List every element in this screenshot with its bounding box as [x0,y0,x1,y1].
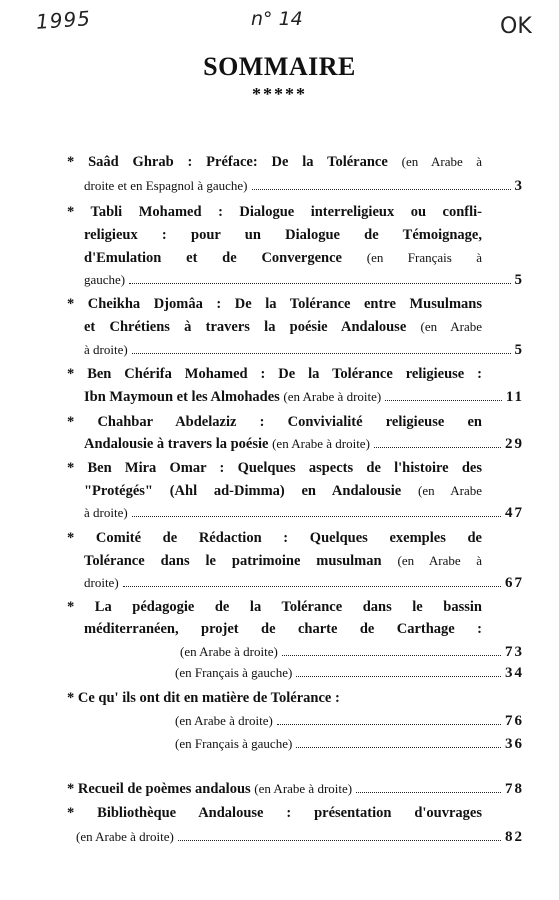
toc-entry-9-sub-2: (en Français à gauche) 36 [175,736,524,752]
page-number: 76 [505,713,524,729]
toc-entry-2-line-3: d'Emulation et de Convergence (en Français à [84,250,482,266]
toc-entry-10-line-1: * Recueil de poèmes andalous (en Arabe à droite) 78 [67,781,524,797]
toc-entry-4-line-1: * Ben Chérifa Mohamed : De la Tolérance religieuse : [67,366,482,382]
toc-entry-7-line-2: Tolérance dans le patrimoine musulman (en Arabe à [84,553,482,569]
page-number: 11 [505,389,524,405]
toc-entry-8-sub-1: (en Arabe à droite) 73 [180,644,524,660]
toc-entry-11-line-1: * Bibliothèque Andalouse : présentation d'ouvrages [67,805,482,821]
handwritten-year: 1995 [35,6,92,34]
toc-entry-1-line-1: * Saâd Ghrab : Préface: De la Tolérance (en Arabe à [67,154,482,170]
toc-entry-5-line-2: Andalousie à travers la poésie (en Arabe à droite) 29 [84,436,524,452]
toc-entry-5-line-1: * Chahbar Abdelaziz : Convivialité religieuse en [67,414,482,430]
toc-entry-3-line-3: à droite) 5 [84,342,524,358]
toc-entry-11-line-2: (en Arabe à droite) 82 [76,829,524,845]
toc-entry-2-line-1: * Tabli Mohamed : Dialogue interreligieux ou confli- [67,204,482,220]
handwritten-ok: OK [500,14,532,39]
toc-entry-2-line-2: religieux : pour un Dialogue de Témoignage, [84,227,482,243]
toc-entry-2-line-4: gauche) 5 [84,272,524,288]
toc-entry-6-line-2: "Protégés" (Ahl ad-Dimma) en Andalousie (en Arabe [84,483,483,499]
page-number: 73 [505,644,524,660]
toc-entry-3-line-2: et Chrétiens à travers la poésie Andalouse (en Arabe [84,319,483,335]
toc-entry-6-line-1: * Ben Mira Omar : Quelques aspects de l'histoire des [67,460,482,476]
toc-entry-4-line-2: Ibn Maymoun et les Almohades (en Arabe à droite) 11 [84,389,524,405]
page-number: 3 [514,178,524,194]
toc-entry-6-line-3: à droite) 47 [84,505,524,521]
page-number: 29 [505,436,524,452]
title-stars: ***** [252,84,307,104]
toc-entry-7-line-1: * Comité de Rédaction : Quelques exemples de [67,530,482,546]
page-number: 47 [505,505,524,521]
page-number: 5 [514,272,524,288]
page-number: 82 [505,829,524,845]
handwritten-issue-number: n° 14 [251,8,303,30]
toc-entry-9-line-1: * Ce qu' ils ont dit en matière de Tolérance : [67,690,340,706]
toc-entry-7-line-3: droite) 67 [84,575,524,591]
toc-entry-3-line-1: * Cheikha Djomâa : De la Tolérance entre Musulmans [67,296,482,312]
page-number: 78 [505,781,524,797]
page-number: 34 [505,665,524,681]
toc-entry-8-line-2: méditerranéen, projet de charte de Carthage : [84,621,482,637]
toc-entry-1-line-2: droite et en Espagnol à gauche) 3 [84,178,524,194]
toc-entry-9-sub-1: (en Arabe à droite) 76 [175,713,524,729]
toc-entry-8-sub-2: (en Français à gauche) 34 [175,665,524,681]
page-number: 67 [505,575,524,591]
toc-entry-8-line-1: * La pédagogie de la Tolérance dans le bassin [67,599,482,615]
page-number: 5 [514,342,524,358]
page-title: SOMMAIRE [203,52,356,81]
page-number: 36 [505,736,524,752]
